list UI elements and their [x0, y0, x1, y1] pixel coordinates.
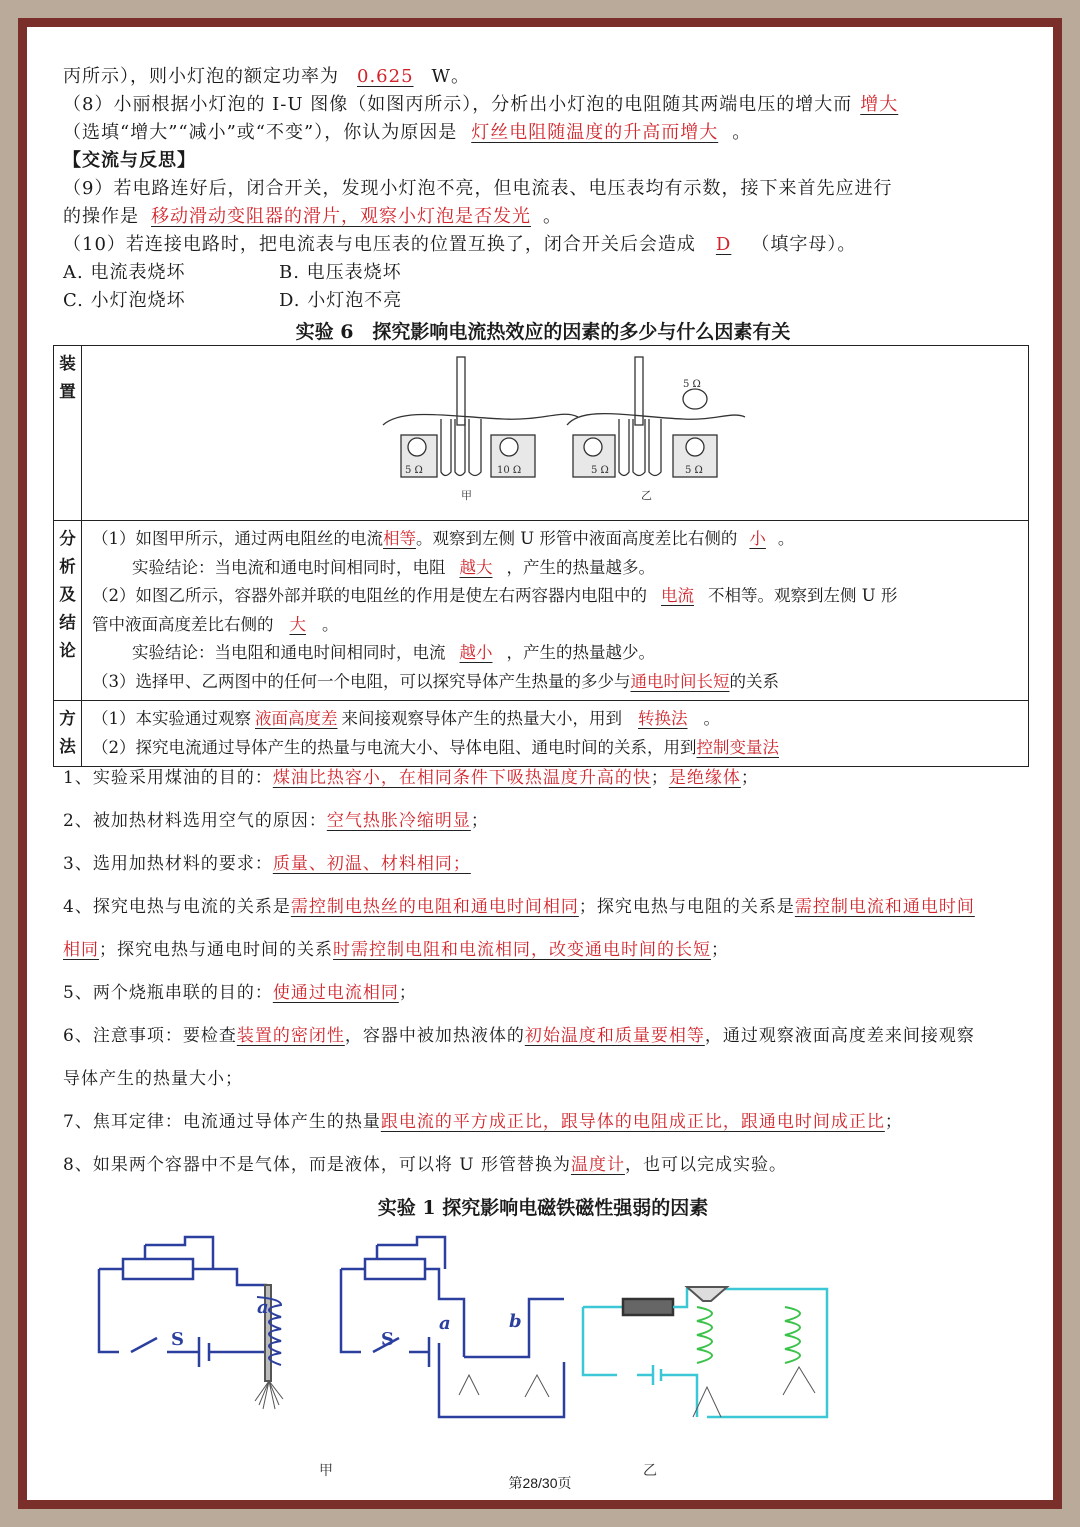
switch-blade-jia: [131, 1338, 157, 1352]
q7-answer: 0.625: [357, 66, 414, 87]
flask-left: [408, 438, 426, 456]
note-4-cont: 相同；探究电热与通电时间的关系时需控制电阻和电流相同，改变通电时间的长短；: [63, 940, 729, 960]
section-reflect: 【交流与反思】: [63, 150, 196, 171]
q8-answer2: 灯丝电阻随温度的升高而增大: [471, 122, 719, 143]
q9-answer: 移动滑动变阻器的滑片，观察小灯泡是否发光: [151, 206, 531, 227]
pins-jia-2: [459, 1375, 549, 1397]
flask-right: [500, 438, 518, 456]
analysis-2b: 管中液面高度差比右侧的 大 。: [92, 614, 339, 634]
label-a2: a: [439, 1313, 451, 1334]
label-analysis: 分析及结论: [54, 521, 82, 701]
caption-circuit-yi: 乙: [643, 1463, 657, 1477]
note-1: 1、实验采用煤油的目的：煤油比热容小，在相同条件下吸热温度升高的快；是绝缘体；: [63, 768, 759, 788]
electromagnet-circuits-figure: [87, 1227, 847, 1477]
external-resistor-loop: [683, 389, 707, 409]
caption-circuit-jia: 甲: [319, 1463, 333, 1477]
options-row2: [63, 287, 402, 315]
q8-answer1: 增大: [860, 94, 899, 115]
resistor-label-r2: 5 Ω: [685, 465, 703, 476]
flask-right-2: [686, 438, 704, 456]
note-6-cont: 导体产生的热量大小；: [63, 1069, 243, 1089]
resistor-label-10: 10 Ω: [497, 465, 522, 476]
q10-answer: D: [715, 234, 732, 255]
resistor-label-r3: 5 Ω: [683, 379, 701, 390]
coil-yi-left: [697, 1307, 712, 1363]
label-device: 装置: [54, 346, 82, 521]
u-tube-3: [469, 419, 481, 476]
wire-right: [567, 414, 745, 425]
q8-suffix: 。: [732, 122, 752, 143]
options-row1: [63, 259, 402, 287]
note-4: 4、探究电热与电流的关系是需控制电热丝的电阻和通电时间相同；探究电热与电阻的关系是需控制电流和通电时间: [63, 897, 975, 917]
option-c: C. 小灯泡烧坏: [63, 290, 186, 311]
apparatus-right: [567, 357, 745, 477]
analysis-1: （1）如图甲所示，通过两电阻丝的电流相等。观察到左侧 U 形管中液面高度差比右侧的 小 。: [92, 529, 795, 548]
q8-line1: [63, 91, 906, 119]
label-method: 方法: [54, 701, 82, 767]
wire-jia-1: [99, 1269, 119, 1352]
u-tube-5: [633, 419, 645, 476]
note-3: 3、选用加热材料的要求：质量、初温、材料相同；: [63, 854, 471, 874]
note-5: 5、两个烧瓶串联的目的：使通过电流相同；: [63, 983, 417, 1003]
document-page: [27, 27, 1053, 1500]
method-2: （2）探究电流通过导体产生的热量与电流大小、导体电阻、通电时间的关系，用到控制变量法: [92, 737, 779, 757]
q10-text: （10）若连接电路时，把电流表与电压表的位置互换了，闭合开关后会造成: [63, 234, 696, 255]
resistor-label-5: 5 Ω: [405, 465, 423, 476]
q8-text2: （选填“增大”“减小”或“不变”），你认为原因是: [63, 122, 458, 143]
u-tube-6: [649, 419, 661, 476]
q10-line: [63, 231, 856, 259]
page-footer: 第28/30页: [508, 1475, 572, 1491]
heating-apparatus-figure: [83, 347, 1027, 515]
note-7: 7、焦耳定律：电流通过导体产生的热量跟电流的平方成正比，跟导体的电阻成正比，跟通电时间成正比；: [63, 1112, 903, 1132]
rheostat-jia: [123, 1259, 193, 1279]
option-d: D. 小灯泡不亮: [279, 290, 403, 311]
analysis-2: （2）如图乙所示，容器外部并联的电阻丝的作用是使左右两容器内电阻中的 电流 不相等。观察到左侧 U 形: [92, 586, 898, 605]
pins-yi: [693, 1367, 815, 1417]
q9-line1: （9）若电路连好后，闭合开关，发现小灯泡不亮，但电流表、电压表均有示数，接下来首先应进行: [63, 178, 893, 199]
method-1: （1）本实验通过观察 液面高度差 来间接观察导体产生的热量大小，用到 转换法 。: [92, 709, 720, 728]
q7-suffix: W。: [431, 66, 471, 87]
conclusion-2: 实验结论：当电阻和通电时间相同时，电流 越小 ，产生的热量越少。: [132, 643, 655, 662]
scale-left: [457, 357, 465, 425]
pins-jia: [255, 1381, 283, 1409]
u-tube-2: [455, 419, 465, 476]
q9-line2: [63, 203, 562, 231]
caption-yi: 乙: [641, 489, 652, 502]
device-cell: [82, 346, 1029, 521]
note-8: 8、如果两个容器中不是气体，而是液体，可以将 U 形管替换为温度计，也可以完成实验。: [63, 1155, 787, 1175]
label-b: b: [509, 1311, 522, 1332]
coil-yi: [687, 1287, 800, 1363]
exp6-title: 实验 6 探究影响电流热效应的因素的多少与什么因素有关: [295, 321, 791, 343]
u-tube-1: [441, 419, 451, 476]
label-a: a: [257, 1297, 269, 1318]
q9-suffix: 。: [543, 206, 562, 227]
q9-text: 的操作是: [63, 206, 139, 227]
apparatus-left: [383, 357, 578, 477]
q8-line2: [63, 119, 751, 147]
option-b: B. 电压表烧坏: [279, 262, 402, 283]
wire-yi-1: [583, 1307, 617, 1375]
u-tube-4: [619, 419, 629, 476]
resistor-label-r1: 5 Ω: [591, 465, 609, 476]
analysis-cell: [82, 521, 1029, 701]
note-6: 6、注意事项：要检查装置的密闭性，容器中被加热液体的初始温度和质量要相等，通过观察液面高度差来间接观察: [63, 1026, 975, 1046]
note-2: 2、被加热材料选用空气的原因：空气热胀冷缩明显；: [63, 811, 489, 831]
caption-jia: 甲: [461, 489, 472, 502]
coil-yi-right: [785, 1307, 800, 1363]
exp6-table: [53, 345, 1029, 767]
q10-suffix: （填字母）。: [751, 234, 857, 255]
slider-jia: [145, 1237, 213, 1269]
q7-line: [63, 63, 470, 91]
q7-text: 丙所示），则小灯泡的额定功率为: [63, 66, 339, 87]
label-s2: S: [381, 1329, 394, 1350]
conclusion-1: 实验结论：当电流和通电时间相同时，电阻 越大 ，产生的热量越多。: [132, 557, 655, 577]
exp1-title: 实验 1 探究影响电磁铁磁性强弱的因素: [377, 1197, 709, 1219]
flask-left-2: [584, 438, 602, 456]
q8-text: （8）小丽根据小灯泡的 I-U 图像（如图丙所示），分析出小灯泡的电阻随其两端电压的增大而: [63, 94, 853, 115]
option-a: A. 电流表烧坏: [63, 262, 186, 283]
analysis-3: （3）选择甲、乙两图中的任何一个电阻，可以探究导体产生热量的多少与通电时间长短的关系: [92, 671, 779, 691]
label-s: S: [171, 1329, 184, 1350]
circuit-jia-2: [341, 1237, 564, 1417]
